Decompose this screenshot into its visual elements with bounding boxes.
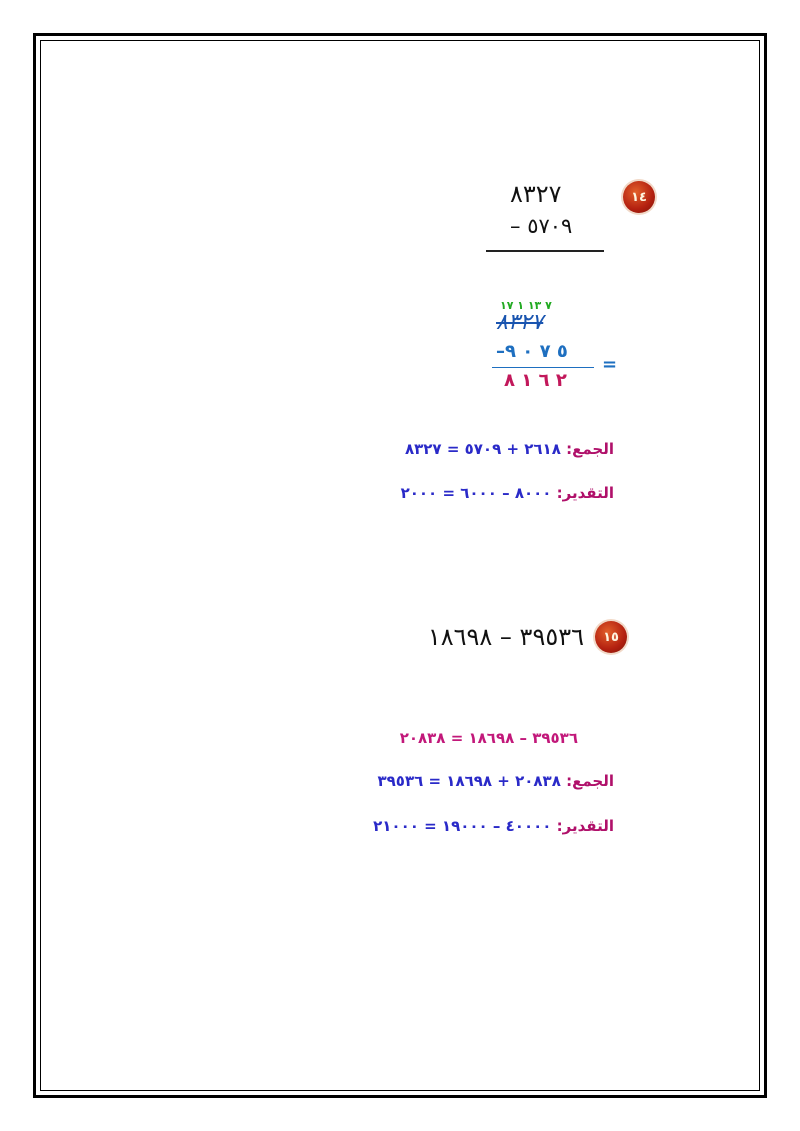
- problem-15-expression: ٣٩٥٣٦ – ١٨٦٩٨: [427, 623, 584, 651]
- check-expression: ٢٠٨٣٨ + ١٨٦٩٨ = ٣٩٥٣٦: [377, 772, 561, 790]
- problem-14-number: ١٤: [631, 189, 647, 205]
- work-line: [492, 367, 594, 368]
- problem-14-underline: [486, 250, 604, 252]
- crossed-digits-text: ٨٣٢٧: [496, 310, 544, 335]
- estimate-expression: ٨٠٠٠ – ٦٠٠٠ = ٢٠٠٠: [400, 484, 552, 502]
- check-label: الجمع:: [566, 772, 614, 790]
- problem-14-estimate-line: [401, 484, 614, 502]
- estimate-expression: ٤٠٠٠٠ – ١٩٠٠٠ = ٢١٠٠٠: [373, 817, 552, 835]
- problem-14-top-number: ٨٣٢٧: [510, 180, 562, 208]
- problem-15-solution: ٣٩٥٣٦ – ١٨٦٩٨ = ٢٠٨٣٨: [399, 729, 578, 747]
- borrow-digits: ٧ ١٣ ١ ١٧: [500, 299, 552, 312]
- problem-15-estimate-line: [373, 817, 614, 835]
- problem-15-number: ١٥: [603, 629, 619, 645]
- problem-15-check-line: [378, 772, 615, 790]
- problem-14-subtrahend: ٥٧٠٩ –: [510, 214, 573, 238]
- check-label: الجمع:: [566, 440, 614, 458]
- problem-14-badge: [623, 181, 655, 213]
- estimate-label: التقدير:: [556, 817, 614, 835]
- crossed-digits: [496, 310, 543, 335]
- equals-sign: =: [602, 354, 618, 375]
- work-result: ٢ ٦ ١ ٨: [504, 370, 567, 391]
- work-subtrahend: ٥ ٧ ٠ ٩–: [496, 341, 568, 362]
- problem-14-check-line: [405, 440, 614, 458]
- problem-15-badge: [595, 621, 627, 653]
- check-expression: ٢٦١٨ + ٥٧٠٩ = ٨٣٢٧: [404, 440, 561, 458]
- estimate-label: التقدير:: [556, 484, 614, 502]
